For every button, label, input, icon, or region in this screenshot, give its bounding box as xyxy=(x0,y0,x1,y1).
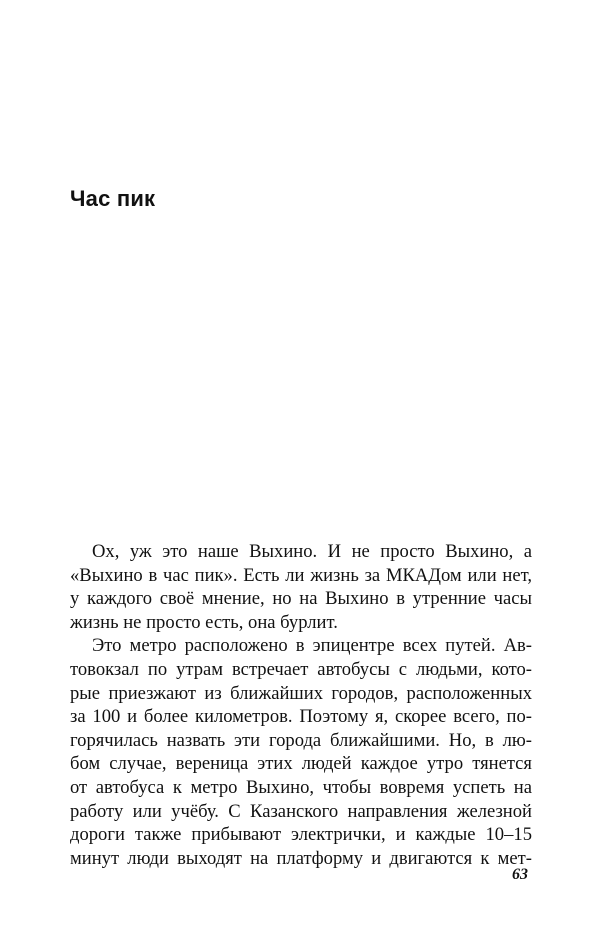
page-number: 63 xyxy=(512,866,528,883)
text-line: товокзал по утрам встречает автобусы с людьми, кото- xyxy=(70,658,532,680)
text-line: от автобуса к метро Выхино, чтобы вовремя успеть на xyxy=(70,776,532,798)
text-line: Это метро расположено в эпицентре всех путей. Ав- xyxy=(92,635,532,657)
text-line: «Выхино в час пик». Есть ли жизнь за МКАДом или нет, xyxy=(70,564,532,586)
chapter-body-text xyxy=(70,540,532,870)
chapter-title: Час пик xyxy=(70,186,156,211)
text-line: бом случае, вереница этих людей каждое утро тянется xyxy=(70,753,532,775)
text-line: Ох, уж это наше Выхино. И не просто Выхино, а xyxy=(92,541,532,562)
text-line: рые приезжают из ближайших городов, расположенных xyxy=(70,682,532,704)
text-line: работу или учёбу. С Казанского направления железной xyxy=(70,800,532,822)
text-line: дороги также прибывают электрички, и каждые 10–15 xyxy=(70,824,532,846)
text-line: горячилась назвать эти города ближайшими. Но, в лю- xyxy=(70,729,532,751)
text-line: у каждого своё мнение, но на Выхино в утренние часы xyxy=(70,588,532,610)
text-line: за 100 и более километров. Поэтому я, скорее всего, по- xyxy=(70,706,532,728)
text-line: минут люди выходят на платформу и двигаются к мет- xyxy=(70,847,532,869)
text-line: жизнь не просто есть, она бурлит. xyxy=(70,611,338,633)
